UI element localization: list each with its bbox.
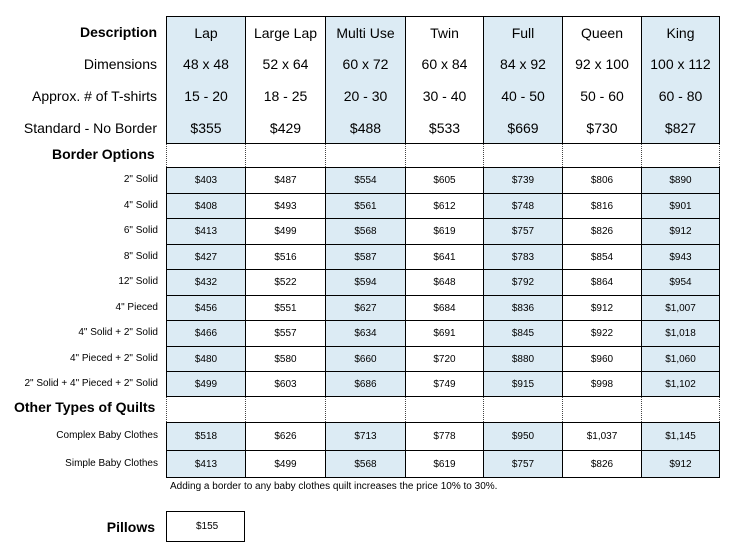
- table-cell: $499: [245, 450, 325, 478]
- table-cell: $713: [325, 422, 405, 450]
- row-label: Dimensions: [83, 56, 157, 72]
- border-option-label: 4" Pieced: [115, 302, 158, 313]
- border-option-label: 4" Pieced + 2" Solid: [70, 353, 158, 364]
- table-cell: $901: [641, 193, 720, 218]
- border-option-label: 8" Solid: [123, 251, 158, 262]
- table-cell: $954: [641, 269, 720, 295]
- section-spacer-cell: [245, 397, 325, 422]
- border-option-label: 2" Solid + 4" Pieced + 2" Solid: [24, 378, 158, 389]
- table-cell: $456: [166, 295, 245, 320]
- table-cell: $922: [562, 320, 641, 346]
- table-cell: $516: [245, 244, 325, 269]
- table-cell: $757: [483, 218, 562, 244]
- table-cell: $413: [166, 218, 245, 244]
- section-spacer-cell: [325, 144, 405, 167]
- table-cell: $686: [325, 371, 405, 397]
- table-cell: 60 x 72: [325, 48, 405, 80]
- size-header-twin: Twin: [405, 16, 483, 48]
- table-cell: $499: [245, 218, 325, 244]
- table-cell: $594: [325, 269, 405, 295]
- table-cell: $864: [562, 269, 641, 295]
- table-cell: $1,060: [641, 346, 720, 371]
- table-cell: $827: [641, 112, 720, 144]
- table-cell: 30 - 40: [405, 80, 483, 112]
- border-option-label: 12" Solid: [118, 276, 158, 287]
- border-option-label: 4" Solid: [123, 200, 158, 211]
- table-cell: $626: [245, 422, 325, 450]
- section-spacer-cell: [166, 144, 245, 167]
- table-cell: $912: [641, 218, 720, 244]
- section-spacer-cell: [562, 397, 641, 422]
- table-cell: $493: [245, 193, 325, 218]
- table-cell: $487: [245, 167, 325, 193]
- table-cell: 60 - 80: [641, 80, 720, 112]
- pillows-label: Pillows: [106, 519, 155, 535]
- table-cell: $627: [325, 295, 405, 320]
- table-cell: $429: [245, 112, 325, 144]
- table-cell: $880: [483, 346, 562, 371]
- table-cell: $488: [325, 112, 405, 144]
- size-header-lap: Lap: [166, 16, 245, 48]
- table-cell: $816: [562, 193, 641, 218]
- table-cell: $634: [325, 320, 405, 346]
- table-cell: $684: [405, 295, 483, 320]
- table-cell: $950: [483, 422, 562, 450]
- section-spacer-cell: [405, 144, 483, 167]
- table-cell: 40 - 50: [483, 80, 562, 112]
- size-header-multi-use: Multi Use: [325, 16, 405, 48]
- table-cell: $739: [483, 167, 562, 193]
- table-cell: $533: [405, 112, 483, 144]
- pillows-price-cell: [166, 511, 245, 542]
- table-cell: $998: [562, 371, 641, 397]
- table-cell: $432: [166, 269, 245, 295]
- table-cell: $749: [405, 371, 483, 397]
- table-cell: $691: [405, 320, 483, 346]
- table-cell: $408: [166, 193, 245, 218]
- table-cell: $806: [562, 167, 641, 193]
- row-label: Approx. # of T-shirts: [31, 88, 157, 104]
- table-cell: $720: [405, 346, 483, 371]
- table-cell: $568: [325, 218, 405, 244]
- section-spacer-cell: [166, 397, 245, 422]
- table-cell: $915: [483, 371, 562, 397]
- table-cell: $619: [405, 450, 483, 478]
- table-cell: $1,018: [641, 320, 720, 346]
- table-cell: 50 - 60: [562, 80, 641, 112]
- table-cell: 15 - 20: [166, 80, 245, 112]
- section-spacer-cell: [325, 397, 405, 422]
- table-cell: $778: [405, 422, 483, 450]
- section-spacer-cell: [245, 144, 325, 167]
- border-option-label: 4" Solid + 2" Solid: [78, 327, 158, 338]
- table-cell: $854: [562, 244, 641, 269]
- section-spacer-cell: [562, 144, 641, 167]
- table-cell: $480: [166, 346, 245, 371]
- size-header-king: King: [641, 16, 720, 48]
- table-cell: $826: [562, 450, 641, 478]
- table-cell: $587: [325, 244, 405, 269]
- table-cell: 92 x 100: [562, 48, 641, 80]
- table-cell: $792: [483, 269, 562, 295]
- table-cell: $603: [245, 371, 325, 397]
- section-spacer-cell: [483, 144, 562, 167]
- section-spacer-cell: [405, 397, 483, 422]
- size-header-large-lap: Large Lap: [245, 16, 325, 48]
- table-cell: 48 x 48: [166, 48, 245, 80]
- table-cell: $757: [483, 450, 562, 478]
- table-cell: $612: [405, 193, 483, 218]
- table-cell: $1,007: [641, 295, 720, 320]
- table-cell: $605: [405, 167, 483, 193]
- table-cell: 84 x 92: [483, 48, 562, 80]
- size-header-full: Full: [483, 16, 562, 48]
- quilt-type-label: Simple Baby Clothes: [65, 458, 158, 469]
- section-spacer-cell: [641, 144, 720, 167]
- table-cell: $568: [325, 450, 405, 478]
- table-cell: 20 - 30: [325, 80, 405, 112]
- border-option-label: 6" Solid: [123, 225, 158, 236]
- table-cell: $836: [483, 295, 562, 320]
- table-cell: $912: [641, 450, 720, 478]
- table-cell: $648: [405, 269, 483, 295]
- table-cell: $826: [562, 218, 641, 244]
- size-header-queen: Queen: [562, 16, 641, 48]
- table-cell: $466: [166, 320, 245, 346]
- table-cell: 18 - 25: [245, 80, 325, 112]
- table-cell: $557: [245, 320, 325, 346]
- table-cell: 52 x 64: [245, 48, 325, 80]
- table-cell: 100 x 112: [641, 48, 720, 80]
- table-cell: $960: [562, 346, 641, 371]
- table-cell: $619: [405, 218, 483, 244]
- table-cell: $522: [245, 269, 325, 295]
- description-label: Description: [79, 24, 157, 40]
- table-cell: $413: [166, 450, 245, 478]
- section-spacer-cell: [483, 397, 562, 422]
- pillows-price: $155: [196, 521, 219, 532]
- row-label: Standard - No Border: [23, 120, 157, 136]
- section-spacer-cell: [641, 397, 720, 422]
- table-cell: $1,102: [641, 371, 720, 397]
- table-cell: 60 x 84: [405, 48, 483, 80]
- border-options-title: Border Options: [52, 146, 155, 162]
- table-cell: $1,145: [641, 422, 720, 450]
- table-cell: $641: [405, 244, 483, 269]
- table-cell: $912: [562, 295, 641, 320]
- table-cell: $660: [325, 346, 405, 371]
- table-cell: $730: [562, 112, 641, 144]
- table-cell: $943: [641, 244, 720, 269]
- table-cell: $669: [483, 112, 562, 144]
- table-cell: $518: [166, 422, 245, 450]
- table-cell: $580: [245, 346, 325, 371]
- other-quilts-title: Other Types of Quilts: [14, 399, 156, 415]
- table-cell: $554: [325, 167, 405, 193]
- quilt-type-label: Complex Baby Clothes: [56, 430, 158, 441]
- table-cell: $783: [483, 244, 562, 269]
- table-cell: $355: [166, 112, 245, 144]
- baby-clothes-border-note: Adding a border to any baby clothes quilt increases the price 10% to 30%.: [170, 481, 498, 492]
- table-cell: $403: [166, 167, 245, 193]
- table-cell: $1,037: [562, 422, 641, 450]
- table-cell: $890: [641, 167, 720, 193]
- border-option-label: 2" Solid: [123, 174, 158, 185]
- table-cell: $427: [166, 244, 245, 269]
- table-cell: $551: [245, 295, 325, 320]
- table-cell: $499: [166, 371, 245, 397]
- table-cell: $845: [483, 320, 562, 346]
- table-cell: $561: [325, 193, 405, 218]
- table-cell: $748: [483, 193, 562, 218]
